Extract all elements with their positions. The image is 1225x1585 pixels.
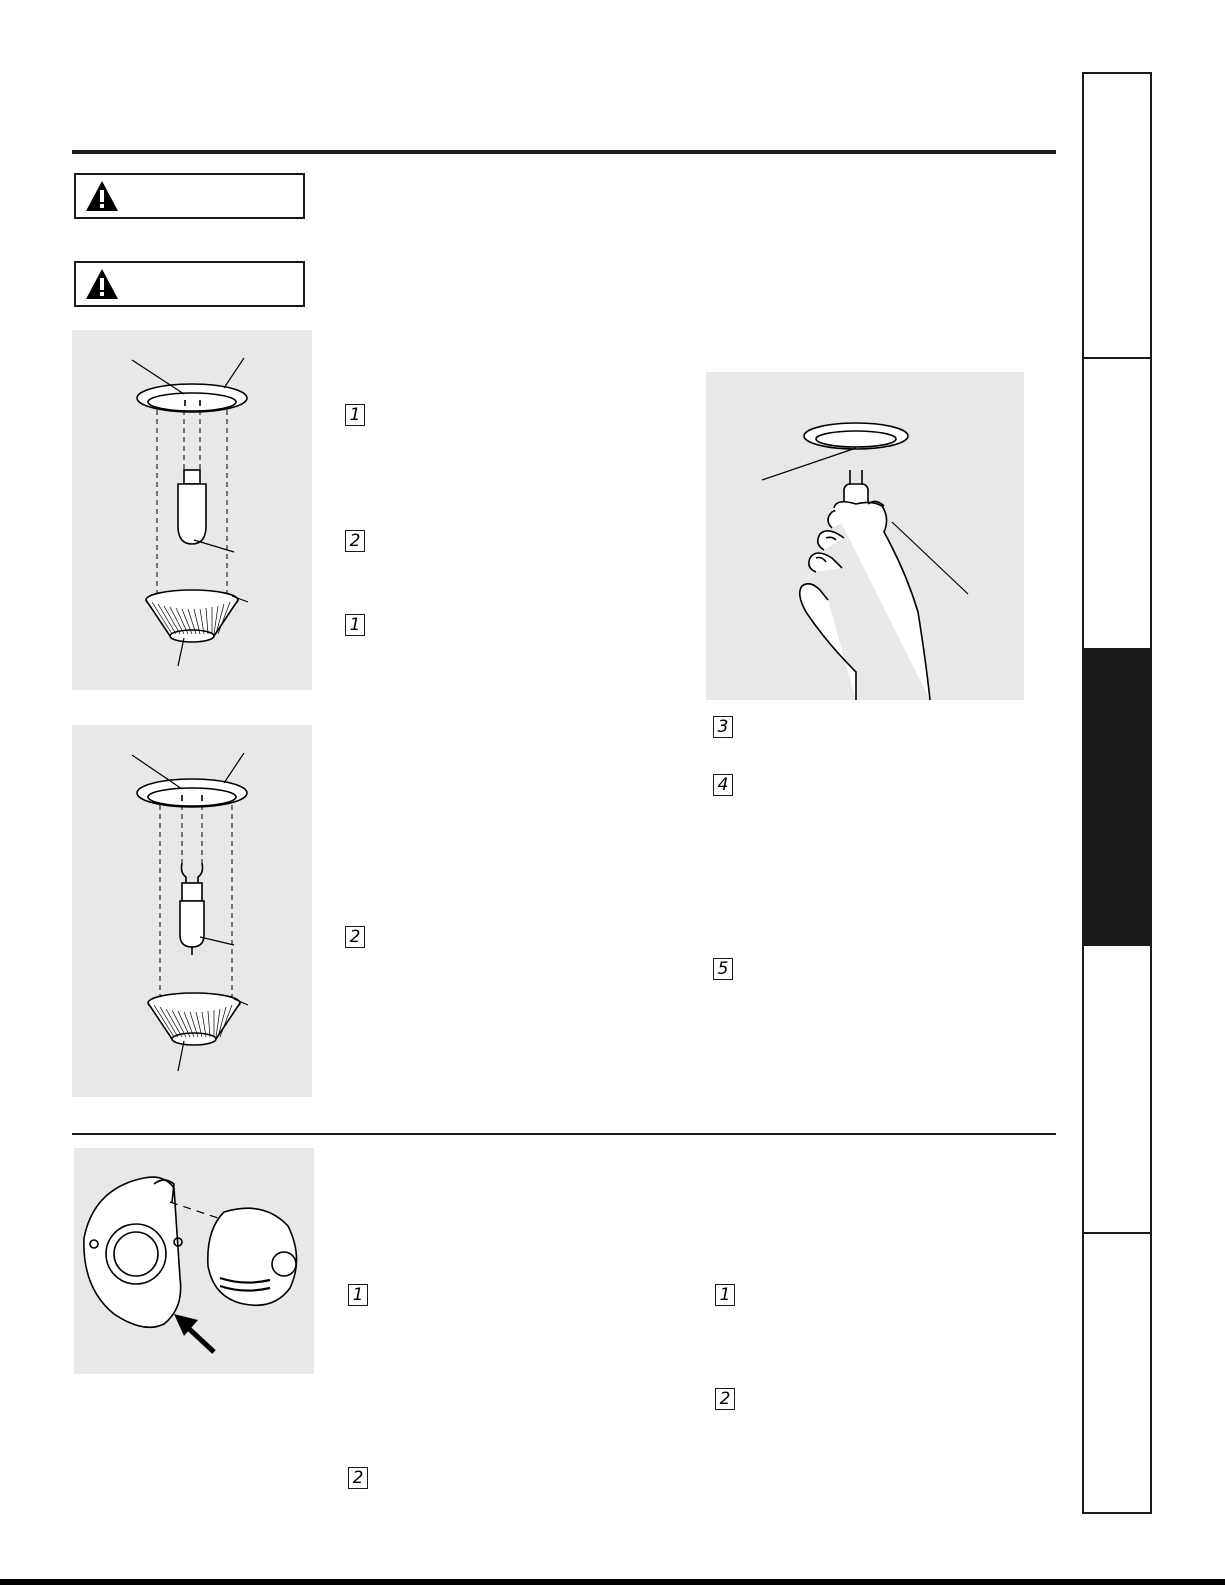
section-divider-middle — [72, 1133, 1056, 1135]
light-assembly-illustration — [72, 330, 312, 690]
warning-box-2 — [74, 261, 305, 307]
side-tab-section-1[interactable] — [1082, 72, 1152, 358]
light-assembly-figure-1 — [72, 330, 312, 690]
light-cover-illustration — [74, 1148, 314, 1374]
section-divider-top — [72, 150, 1056, 154]
step-number-box: 2 — [345, 530, 365, 552]
page-bottom-rule — [0, 1579, 1225, 1585]
step-number-box: 1 — [715, 1284, 735, 1306]
step-number-box: 1 — [348, 1284, 368, 1306]
step-number-box: 1 — [345, 404, 365, 426]
light-assembly-figure-2 — [72, 725, 312, 1097]
step-number-box: 5 — [713, 958, 733, 980]
side-tab-section-3-active[interactable] — [1082, 648, 1152, 946]
step-number-box: 2 — [345, 926, 365, 948]
warning-triangle-icon — [84, 179, 120, 213]
warning-box-1 — [74, 173, 305, 219]
step-number-box: 1 — [345, 614, 365, 636]
step-number-box: 4 — [713, 774, 733, 796]
side-tab-section-5[interactable] — [1082, 1232, 1152, 1514]
step-number-box: 3 — [713, 716, 733, 738]
warning-triangle-icon — [84, 267, 120, 301]
step-number-box: 2 — [715, 1388, 735, 1410]
hand-removing-bulb-illustration — [706, 372, 1024, 700]
side-tab-section-4[interactable] — [1082, 945, 1152, 1233]
light-assembly-illustration — [72, 725, 312, 1097]
bulb-removal-figure — [706, 372, 1024, 700]
light-cover-figure — [74, 1148, 314, 1374]
side-tab-section-2[interactable] — [1082, 357, 1152, 649]
step-number-box: 2 — [348, 1467, 368, 1489]
